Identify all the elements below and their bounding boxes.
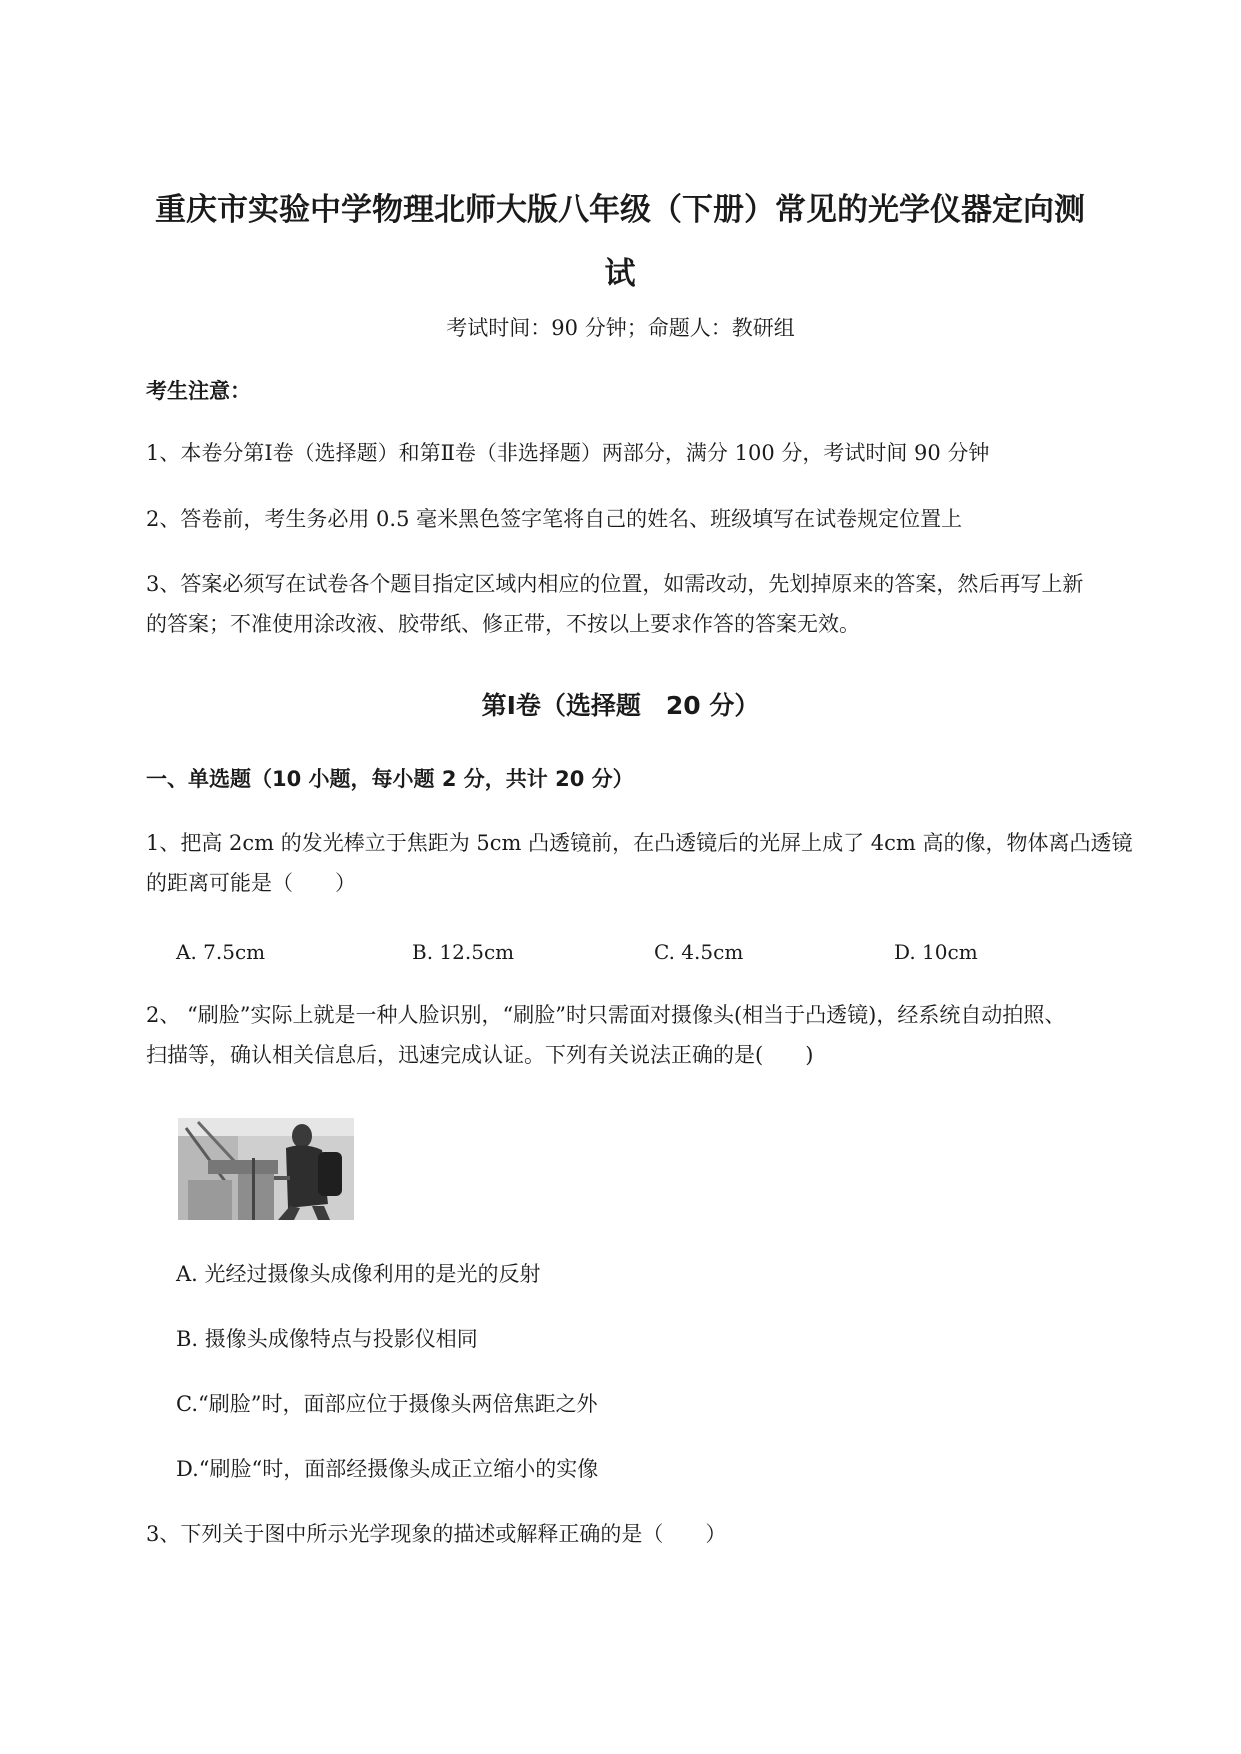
question-2-option-a: A. 光经过摄像头成像利用的是光的反射 bbox=[176, 1262, 541, 1286]
title-line-1: 重庆市实验中学物理北师大版八年级（下册）常见的光学仪器定向测 bbox=[155, 192, 1085, 228]
face-recognition-photo bbox=[178, 1118, 354, 1220]
question-1-line-2: 的距离可能是（ ） bbox=[146, 871, 356, 895]
notice-item-2: 2、答卷前，考生务必用 0.5 毫米黑色签字笔将自己的姓名、班级填写在试卷规定位置上 bbox=[146, 507, 963, 531]
exam-subtitle: 考试时间：90 分钟；命题人：教研组 bbox=[446, 316, 795, 340]
question-1-option-b: B. 12.5cm bbox=[412, 940, 515, 964]
question-1-option-d: D. 10cm bbox=[894, 940, 978, 964]
question-1-option-a: A. 7.5cm bbox=[176, 940, 266, 964]
notice-item-3-line-1: 3、答案必须写在试卷各个题目指定区域内相应的位置，如需改动，先划掉原来的答案，然后再写上新 bbox=[146, 572, 1084, 596]
question-2-option-d: D.“刷脸“时，面部经摄像头成正立缩小的实像 bbox=[176, 1457, 599, 1481]
question-2-line-2: 扫描等，确认相关信息后，迅速完成认证。下列有关说法正确的是( ) bbox=[146, 1043, 814, 1067]
question-1-line-1: 1、把高 2cm 的发光棒立于焦距为 5cm 凸透镜前，在凸透镜后的光屏上成了 4cm 高的像，物体离凸透镜 bbox=[146, 831, 1133, 855]
section-title: 第Ⅰ卷（选择题 20 分） bbox=[481, 691, 760, 720]
exam-title bbox=[140, 178, 1100, 306]
question-2-option-c: C.“刷脸”时，面部应位于摄像头两倍焦距之外 bbox=[176, 1392, 598, 1416]
question-2-option-b: B. 摄像头成像特点与投影仪相同 bbox=[176, 1327, 478, 1351]
part-heading: 一、单选题（10 小题，每小题 2 分，共计 20 分） bbox=[146, 767, 634, 791]
question-2-line-1: 2、 “刷脸”实际上就是一种人脸识别，“刷脸”时只需面对摄像头(相当于凸透镜)，经系统自动拍照、 bbox=[146, 1003, 1066, 1027]
question-3-line-1: 3、下列关于图中所示光学现象的描述或解释正确的是（ ） bbox=[146, 1522, 727, 1546]
title-line-2: 试 bbox=[604, 256, 636, 292]
question-1-option-c: C. 4.5cm bbox=[654, 940, 744, 964]
notice-heading: 考生注意： bbox=[146, 379, 251, 403]
notice-item-1: 1、本卷分第Ⅰ卷（选择题）和第Ⅱ卷（非选择题）两部分，满分 100 分，考试时间 90 分钟 bbox=[146, 441, 990, 465]
notice-item-3-line-2: 的答案；不准使用涂改液、胶带纸、修正带，不按以上要求作答的答案无效。 bbox=[146, 612, 860, 636]
